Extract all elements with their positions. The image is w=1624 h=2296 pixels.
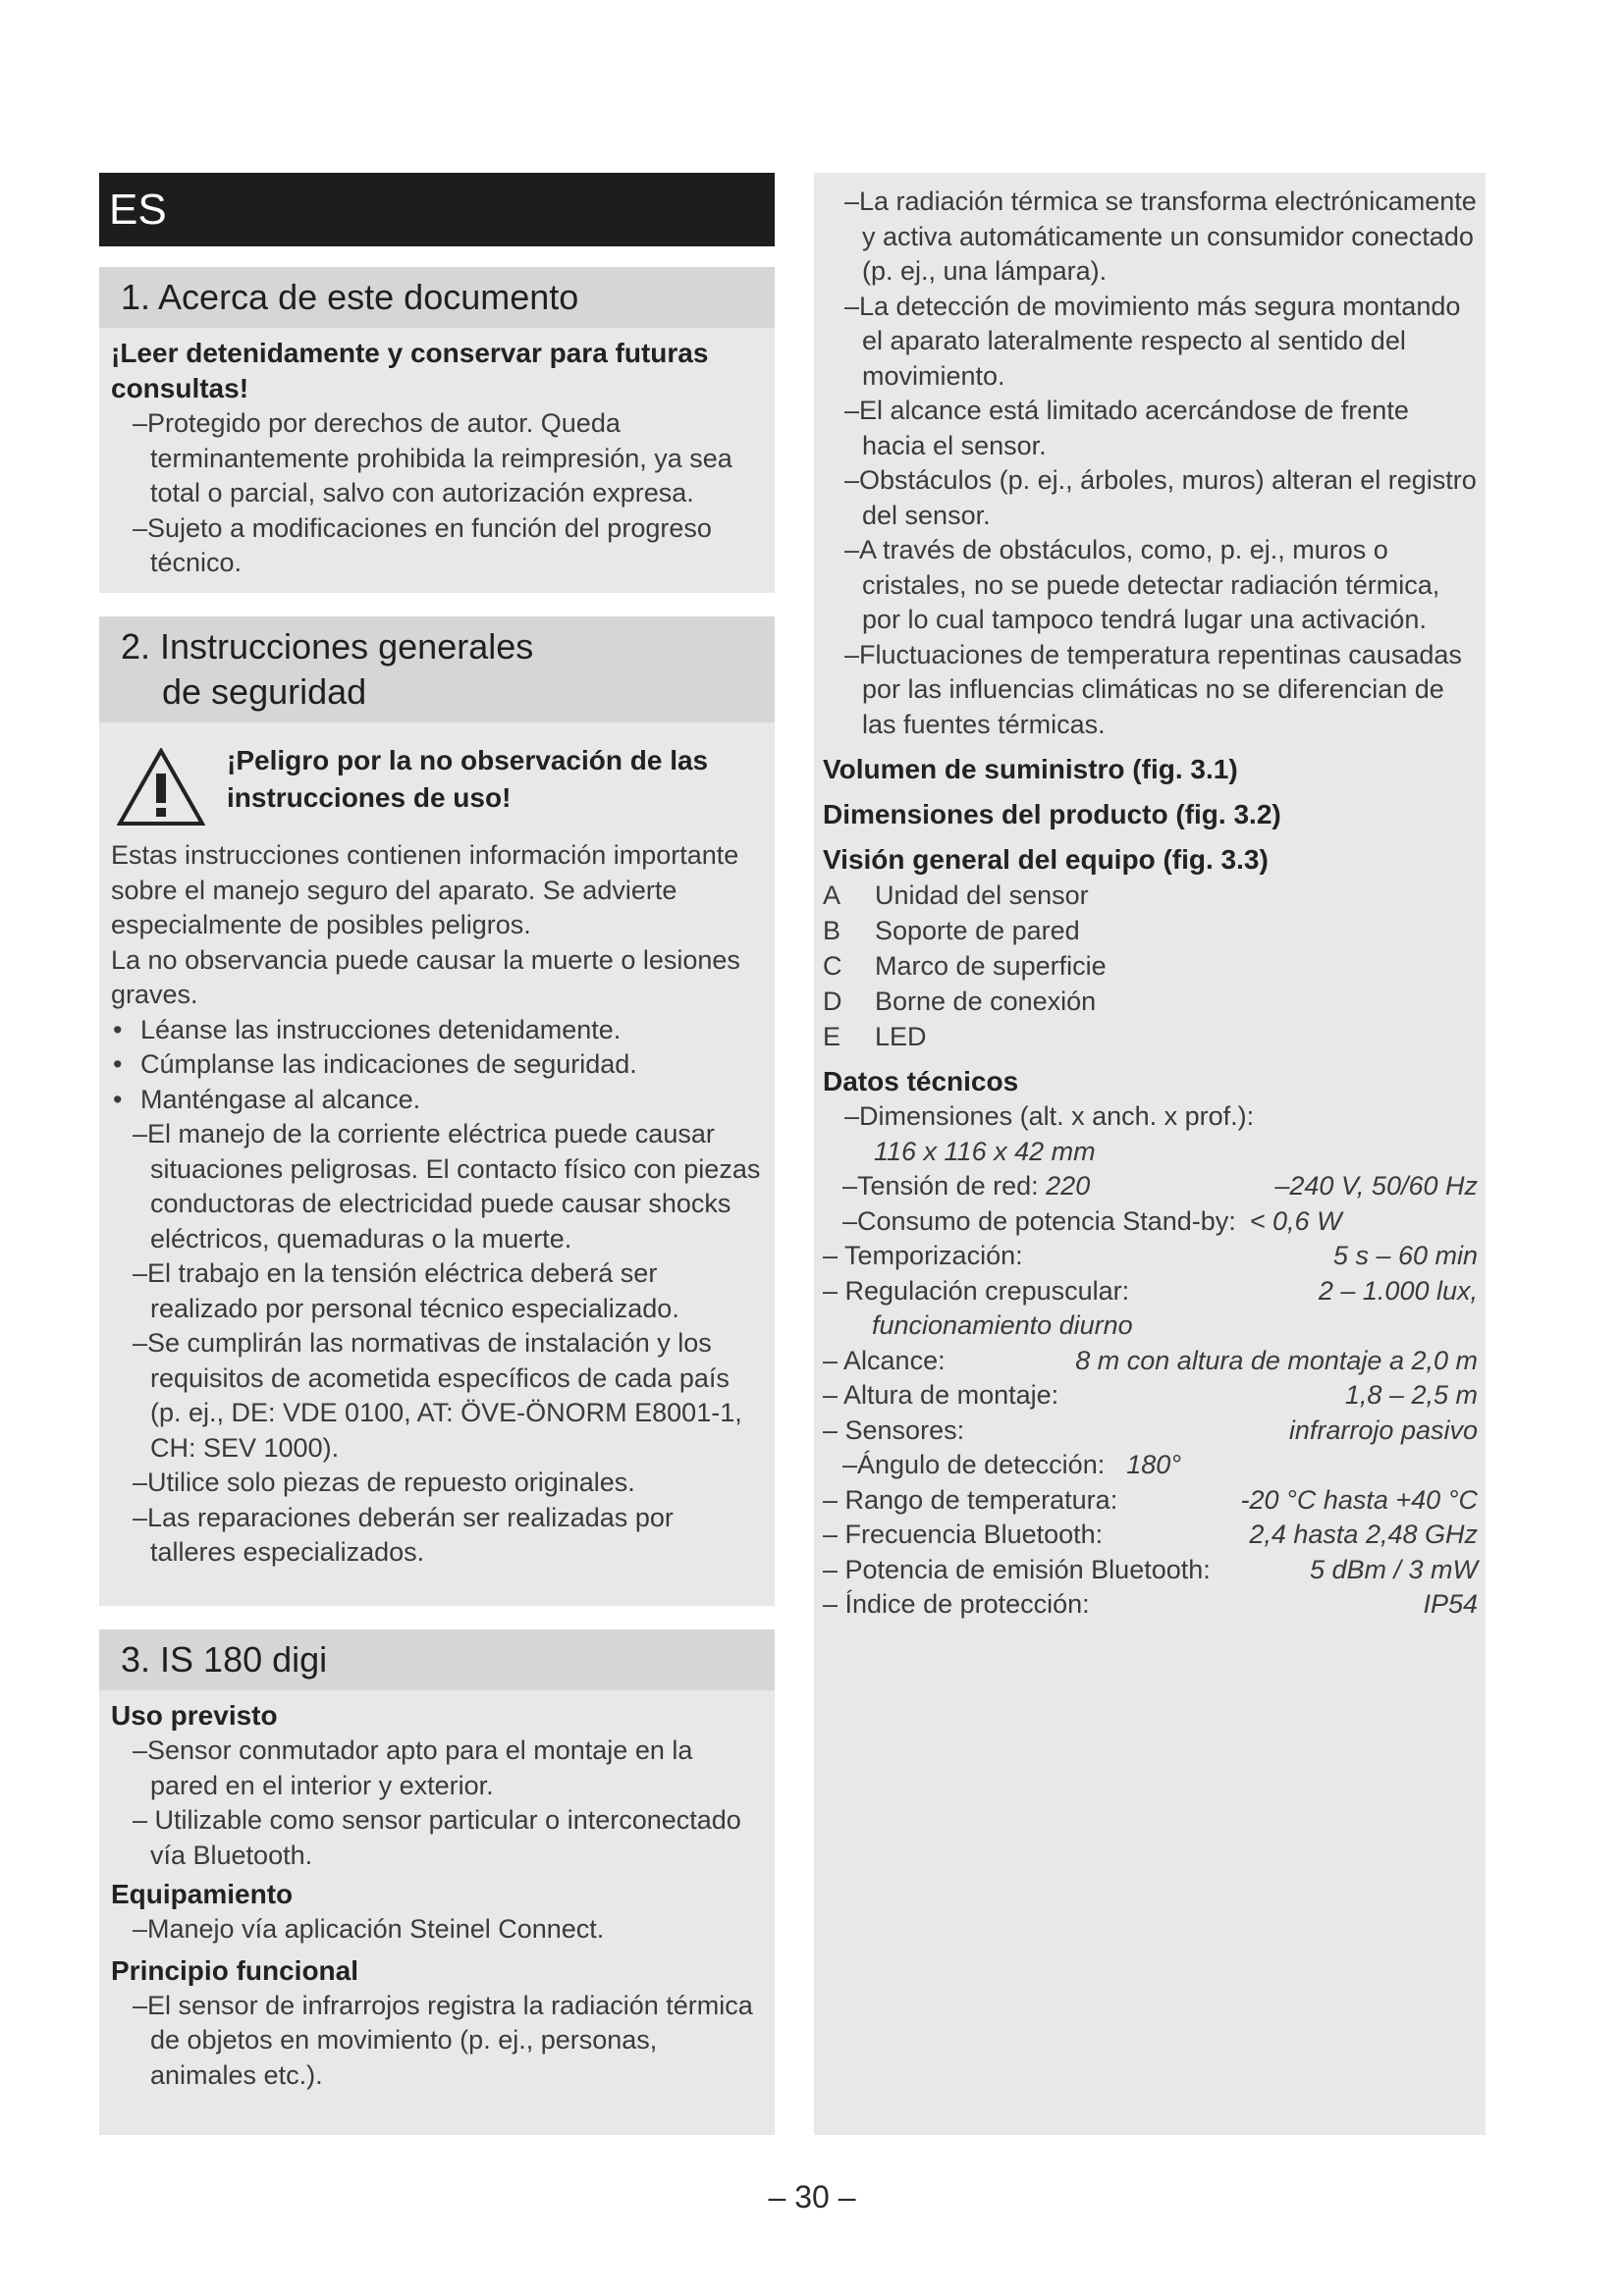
- spec-row: – Temporización: 5 s – 60 min: [823, 1241, 1478, 1270]
- spec-dimensions-label: –Dimensiones (alt. x anch. x prof.):: [844, 1101, 1255, 1131]
- part-item: E LED: [823, 1022, 927, 1051]
- spec-row: –Ángulo de detección: 180°: [842, 1450, 1182, 1479]
- section-1: [99, 267, 775, 593]
- spec-dimensions-value: 116 x 116 x 42 mm: [874, 1136, 1096, 1166]
- part-item: D Borne de conexión: [823, 987, 1097, 1016]
- warning-block: [111, 742, 763, 827]
- left-column: [99, 173, 775, 2135]
- part-item: C Marco de superficie: [823, 951, 1107, 981]
- spec-row: – Frecuencia Bluetooth: 2,4 hasta 2,48 GHz: [823, 1520, 1478, 1549]
- uso-previsto-title: Uso previsto: [111, 1700, 278, 1731]
- safety-item: –Las reparaciones deberán ser realizadas por talleres especializados.: [133, 1502, 674, 1567]
- section-2-title-line-1: 2. Instrucciones generales: [121, 626, 534, 667]
- spec-reg-value-2: funcionamiento diurno: [872, 1310, 1133, 1340]
- spec-row: – Altura de montaje: 1,8 – 2,5 m: [823, 1380, 1478, 1410]
- section-2: [99, 616, 775, 1606]
- principio-item: –Obstáculos (p. ej., árboles, muros) alteran el registro del sensor.: [844, 465, 1477, 530]
- part-item: A Unidad del sensor: [823, 881, 1089, 910]
- dimensiones-title: Dimensiones del producto (fig. 3.2): [823, 799, 1281, 829]
- section-2-title-line-2: de seguridad: [162, 671, 367, 712]
- language-bar: ES: [99, 173, 775, 246]
- warning-triangle-icon: [117, 748, 205, 827]
- principio-item: –A través de obstáculos, como, p. ej., muros o cristales, no se puede detectar radiación térmica, por lo cual tampoco tendrá lugar una activación.: [844, 535, 1440, 634]
- principio-item: –La detección de movimiento más segura montando el aparato lateralmente respecto al sentido del movimiento.: [844, 291, 1461, 391]
- spec-row: – Sensores: infrarrojo pasivo: [823, 1415, 1478, 1445]
- part-item: B Soporte de pared: [823, 916, 1080, 945]
- section-1-item: –Protegido por derechos de autor. Queda terminantemente prohibida la reimpresión, ya sea total o parcial, salvo con autorización expresa.: [133, 408, 732, 507]
- spec-row: –Consumo de potencia Stand-by: < 0,6 W: [842, 1205, 1342, 1236]
- spec-row: – Potencia de emisión Bluetooth: 5 dBm / 3 mW: [823, 1554, 1478, 1584]
- principio-item: –La radiación térmica se transforma electrónicamente y activa automáticamente un consumidor conectado (p. ej., una lámpara).: [844, 187, 1477, 286]
- section-1-item: –Sujeto a modificaciones en función del progreso técnico.: [133, 512, 712, 577]
- spec-row: –Tensión de red: 220 –240 V, 50/60 Hz: [842, 1171, 1478, 1201]
- right-column: [814, 173, 1486, 2135]
- safety-item: –Se cumplirán las normativas de instalación y los requisitos de acometida específicos de cada país (p. ej., DE: VDE 0100, AT: ÖVE-ÖNORM E8001-1, CH: SEV 1000).: [133, 1328, 742, 1463]
- uso-item: –Sensor conmutador apto para el montaje en la pared en el interior y exterior.: [133, 1735, 693, 1800]
- spec-row: – Índice de protección: IP54: [823, 1589, 1478, 1619]
- spec-row: – Rango de temperatura: -20 °C hasta +40 °C: [823, 1484, 1478, 1515]
- safety-item: –Utilice solo piezas de repuesto originales.: [133, 1468, 635, 1497]
- principio-item: –Fluctuaciones de temperatura repentinas causadas por las influencias climáticas no se diferencian de las fuentes térmicas.: [844, 639, 1462, 739]
- principio-item: –El sensor de infrarrojos registra la radiación térmica de objetos en movimiento (p. ej., personas, animales etc.).: [133, 1990, 753, 2090]
- section-1-title: 1. Acerca de este documento: [99, 267, 775, 328]
- safety-item: –El trabajo en la tensión eléctrica deberá ser realizado por personal técnico especializado.: [133, 1258, 679, 1323]
- section-3-title: 3. IS 180 digi: [99, 1629, 775, 1690]
- section-1-lead: ¡Leer detenidamente y conservar para futuras consultas!: [111, 338, 709, 403]
- safety-item: –El manejo de la corriente eléctrica puede causar situaciones peligrosas. El contacto físico con piezas conductoras de electricidad puede causar shocks eléctricos, quemaduras o la muerte.: [133, 1119, 761, 1254]
- section-3: [99, 1629, 775, 2135]
- uso-item: – Utilizable como sensor particular o interconectado vía Bluetooth.: [133, 1805, 741, 1870]
- bullet-item: • Manténgase al alcance.: [111, 1083, 763, 1118]
- principio-title: Principio funcional: [111, 1954, 359, 1986]
- volumen-title: Volumen de suministro (fig. 3.1): [823, 754, 1238, 784]
- section-2-paragraph: Estas instrucciones contienen información importante sobre el manejo seguro del aparato. Se advierte especialmente de posibles peligros.: [111, 840, 739, 939]
- equipamiento-title: Equipamiento: [111, 1879, 294, 1909]
- warning-text: ¡Peligro por la no observación de las instrucciones de uso!: [227, 745, 709, 813]
- bullet-item: • Léanse las instrucciones detenidamente.: [111, 1013, 763, 1048]
- vision-title: Visión general del equipo (fig. 3.3): [823, 844, 1269, 875]
- section-2-title: [99, 616, 775, 722]
- datos-tecnicos-title: Datos técnicos: [823, 1066, 1019, 1096]
- equipamiento-item: –Manejo vía aplicación Steinel Connect.: [133, 1914, 605, 1944]
- section-2-paragraph: La no observancia puede causar la muerte o lesiones graves.: [111, 944, 740, 1009]
- page-number: – 30 –: [768, 2179, 856, 2215]
- principio-item: –El alcance está limitado acercándose de frente hacia el sensor.: [844, 396, 1409, 460]
- spec-row: – Regulación crepuscular: 2 – 1.000 lux,: [823, 1275, 1478, 1306]
- spec-row: – Alcance: 8 m con altura de montaje a 2,0 m: [823, 1345, 1478, 1375]
- bullet-item: • Cúmplanse las indicaciones de seguridad.: [111, 1047, 763, 1083]
